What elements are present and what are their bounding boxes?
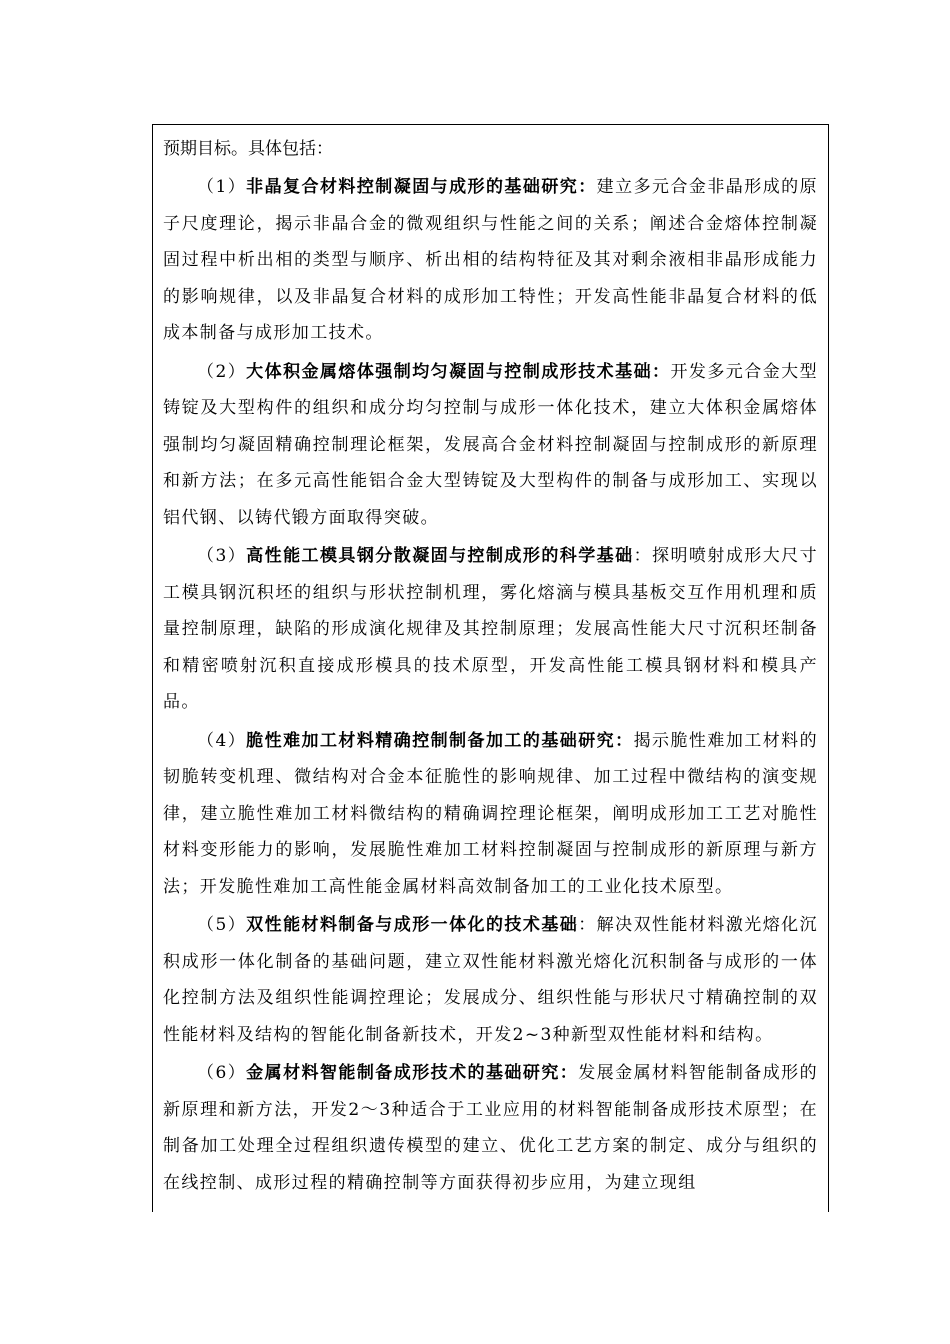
item-2-title: 大体积金属熔体强制均匀凝固与控制成形技术基础： xyxy=(246,361,671,382)
document-table-cell xyxy=(152,124,829,1212)
item-5-title: 双性能材料制备与成形一体化的技术基础 xyxy=(246,915,579,935)
item-4-title: 脆性难加工材料精确控制制备加工的基础研究： xyxy=(246,730,634,751)
item-6-title: 金属材料智能制备成形技术的基础研究： xyxy=(246,1063,579,1083)
item-3 xyxy=(163,538,818,721)
item-2-number: （2） xyxy=(197,361,247,382)
item-1-number: （1） xyxy=(197,177,247,197)
item-4-number: （4） xyxy=(197,730,247,751)
item-6-number: （6） xyxy=(197,1063,247,1083)
item-1-body: 建立多元合金非晶形成的原子尺度理论，揭示非晶合金的微观组织与性能之间的关系；阐述合金熔体控制凝固过程中析出相的类型与顺序、析出相的结构特征及其对剩余液相非晶形成能力的影响规律，以及非晶复合材料的成形加工特性；开发高性能非晶复合材料的低成本制备与成形加工技术。 xyxy=(163,177,818,343)
item-1 xyxy=(163,169,818,352)
item-2 xyxy=(163,354,818,537)
item-5-number: （5） xyxy=(197,915,247,935)
item-2-body: 开发多元合金大型铸锭及大型构件的组织和成分均匀控制与成形一体化技术，建立大体积金属熔体强制均匀凝固精确控制理论框架，发展高合金材料控制凝固与控制成形的新原理和新方法；在多元高性能铝合金大型铸锭及大型构件的制备与成形加工、实现以铝代钢、以铸代锻方面取得突破。 xyxy=(163,361,818,528)
item-3-title: 高性能工模具钢分散凝固与控制成形的科学基础 xyxy=(246,546,634,566)
item-5 xyxy=(163,907,818,1053)
intro-text: 预期目标。具体包括： xyxy=(163,139,333,159)
item-5-body: ：解决双性能材料激光熔化沉积成形一体化制备的基础问题，建立双性能材料激光熔化沉积制备与成形的一体化控制方法及组织性能调控理论；发展成分、组织性能与形状尺寸精确控制的双性能材料及结构的智能化制备新技术，开发2~3种新型双性能材料和结构。 xyxy=(163,915,819,1045)
item-3-number: （3） xyxy=(197,546,247,566)
item-6 xyxy=(163,1055,818,1201)
item-4-body: 揭示脆性难加工材料的韧脆转变机理、微结构对合金本征脆性的影响规律、加工过程中微结构的演变规律，建立脆性难加工材料微结构的精确调控理论框架，阐明成形加工工艺对脆性材料变形能力的影响，发展脆性难加工材料控制凝固与控制成形的新原理与新方法；开发脆性难加工高性能金属材料高效制备加工的工业化技术原型。 xyxy=(163,730,819,897)
item-4 xyxy=(163,723,818,906)
item-6-body: 发展金属材料智能制备成形的新原理和新方法，开发2～3种适合于工业应用的材料智能制备成形技术原型；在制备加工处理全过程组织遗传模型的建立、优化工艺方案的制定、成分与组织的在线控制、成形过程的精确控制等方面获得初步应用，为建立现组 xyxy=(163,1063,819,1193)
item-3-body: ：探明喷射成形大尺寸工模具钢沉积坯的组织与形状控制机理，雾化熔滴与模具基板交互作用机理和质量控制原理，缺陷的形成演化规律及其控制原理；发展高性能大尺寸沉积坯制备和精密喷射沉积直接成形模具的技术原型，开发高性能工模具钢材料和模具产品。 xyxy=(163,546,819,712)
item-1-title: 非晶复合材料控制凝固与成形的基础研究： xyxy=(246,177,597,197)
